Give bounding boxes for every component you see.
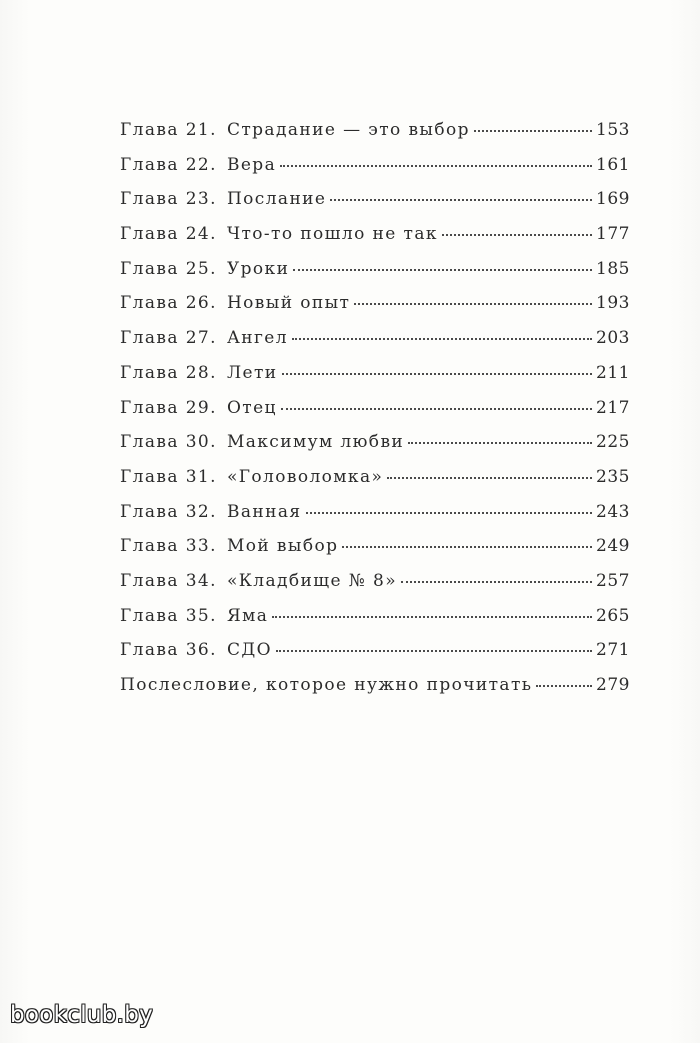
page-number: 235	[596, 466, 630, 487]
chapter-number: Глава 24.	[120, 224, 217, 245]
chapter-number: Глава 28.	[120, 362, 217, 383]
chapter-number: Глава 32.	[120, 501, 217, 522]
dot-leader	[282, 373, 593, 375]
chapter-title: Вера	[226, 154, 277, 175]
page-number: 279	[596, 675, 630, 695]
chapter-number: Глава 35.	[120, 605, 217, 626]
toc-entry	[120, 224, 630, 259]
page-number: 243	[596, 501, 630, 522]
chapter-title: Ванная	[226, 501, 302, 522]
toc-entry	[120, 432, 630, 467]
dot-leader	[408, 442, 592, 444]
toc-entry	[120, 502, 630, 537]
chapter-number: Глава 36.	[120, 640, 217, 661]
chapter-title: Лети	[226, 362, 278, 383]
chapter-title: Мой выбор	[226, 536, 339, 557]
dot-leader	[280, 165, 592, 167]
page-number: 203	[596, 328, 630, 349]
dot-leader	[387, 477, 592, 479]
chapter-number: Глава 27.	[120, 328, 217, 349]
toc-entry	[120, 189, 630, 224]
dot-leader	[293, 269, 592, 271]
table-of-contents	[120, 120, 630, 710]
toc-entry	[120, 363, 630, 398]
toc-entry	[120, 640, 630, 675]
page-number: 225	[596, 432, 630, 453]
page-number: 217	[596, 397, 630, 418]
page-number: 153	[596, 120, 630, 140]
chapter-number: Глава 30.	[120, 432, 217, 453]
chapter-number: Глава 21.	[120, 120, 217, 140]
toc-entry	[120, 293, 630, 328]
dot-leader	[474, 130, 592, 132]
dot-leader	[306, 512, 593, 514]
chapter-number: Глава 23.	[120, 189, 217, 210]
toc-entry	[120, 155, 630, 190]
chapter-title: Ангел	[226, 328, 288, 349]
dot-leader	[281, 408, 592, 410]
chapter-title: Новый опыт	[226, 293, 351, 314]
toc-entry	[120, 120, 630, 155]
toc-entry	[120, 467, 630, 502]
chapter-number: Глава 33.	[120, 536, 217, 557]
dot-leader	[292, 338, 592, 340]
page-number: 257	[596, 570, 630, 591]
page-number: 193	[596, 293, 630, 314]
chapter-title: «Кладбище № 8»	[226, 570, 398, 591]
chapter-number: Глава 22.	[120, 154, 217, 175]
chapter-title: Отец	[226, 397, 277, 418]
chapter-number: Глава 34.	[120, 570, 217, 591]
page-number: 161	[596, 154, 630, 175]
toc-entry	[120, 259, 630, 294]
dot-leader	[272, 616, 592, 618]
page-number: 265	[596, 605, 630, 626]
toc-entry	[120, 571, 630, 606]
dot-leader	[442, 234, 592, 236]
dot-leader	[342, 546, 592, 548]
chapter-title: Страдание — это выбор	[226, 120, 470, 140]
site-watermark: bookclub.by	[10, 1002, 154, 1028]
chapter-title: Что-то пошло не так	[226, 224, 438, 245]
toc-entry	[120, 536, 630, 571]
dot-leader	[330, 199, 592, 201]
toc-entry	[120, 606, 630, 641]
page-number: 249	[596, 536, 630, 557]
page-number: 271	[596, 640, 630, 661]
chapter-number: Глава 31.	[120, 466, 217, 487]
toc-entry	[120, 398, 630, 433]
page-number: 211	[596, 362, 630, 383]
chapter-title: «Головоломка»	[226, 466, 384, 487]
chapter-title: СДО	[226, 640, 272, 661]
dot-leader	[276, 650, 592, 652]
chapter-number: Глава 26.	[120, 293, 217, 314]
afterword-title: Послесловие, которое нужно прочитать	[120, 675, 533, 695]
dot-leader	[536, 685, 592, 687]
dot-leader	[354, 303, 592, 305]
dot-leader	[401, 581, 592, 583]
page-number: 177	[596, 224, 630, 245]
toc-entry-afterword	[120, 675, 630, 710]
chapter-title: Уроки	[226, 258, 290, 279]
chapter-number: Глава 29.	[120, 397, 217, 418]
chapter-number: Глава 25.	[120, 258, 217, 279]
toc-entry	[120, 328, 630, 363]
page-number: 185	[596, 258, 630, 279]
chapter-title: Максимум любви	[226, 432, 405, 453]
chapter-title: Послание	[226, 189, 327, 210]
chapter-title: Яма	[226, 605, 269, 626]
page-number: 169	[596, 189, 630, 210]
